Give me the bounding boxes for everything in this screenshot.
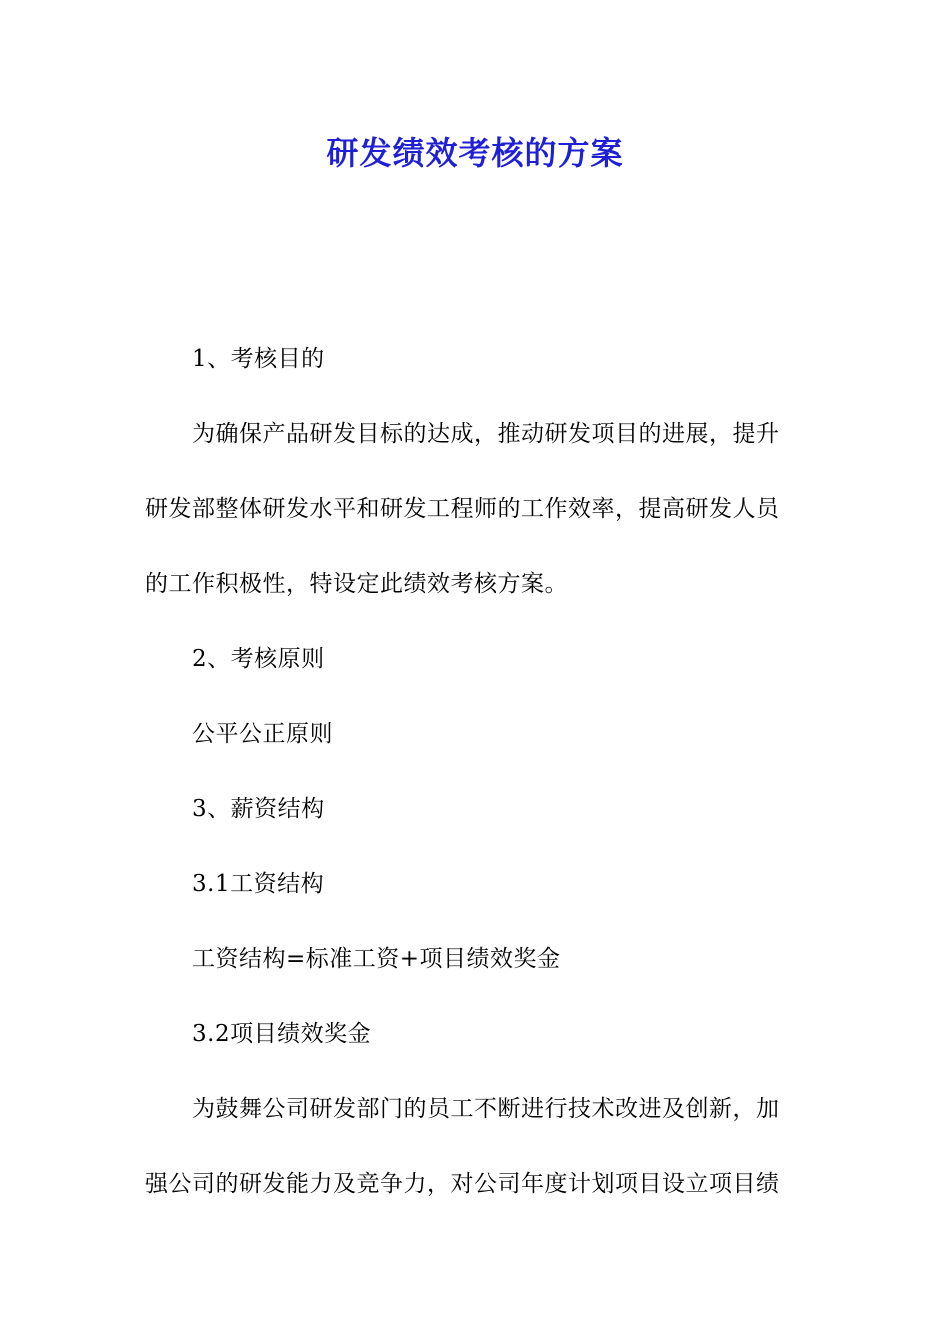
document-body: [145, 322, 810, 1222]
document-title: 研发绩效考核的方案: [326, 134, 624, 172]
subsection-heading-3-1: 3.1工资结构: [192, 871, 325, 897]
section-heading-1: 1、考核目的: [192, 346, 325, 372]
paragraph-line: 强公司的研发能力及竞争力，对公司年度计划项目设立项目绩: [145, 1171, 780, 1197]
paragraph-line: 为鼓舞公司研发部门的员工不断进行技术改进及创新，加: [192, 1096, 780, 1122]
paragraph-line: 公平公正原则: [192, 721, 333, 747]
paragraph-line: 工资结构=标准工资+项目绩效奖金: [192, 946, 561, 972]
paragraph-line: 的工作积极性，特设定此绩效考核方案。: [145, 571, 568, 597]
section-heading-2: 2、考核原则: [192, 646, 325, 672]
paragraph-line: 研发部整体研发水平和研发工程师的工作效率，提高研发人员: [145, 496, 780, 522]
paragraph-line: 为确保产品研发目标的达成，推动研发项目的进展，提升: [192, 421, 780, 447]
section-heading-3: 3、薪资结构: [192, 796, 325, 822]
subsection-heading-3-2: 3.2项目绩效奖金: [192, 1021, 372, 1047]
